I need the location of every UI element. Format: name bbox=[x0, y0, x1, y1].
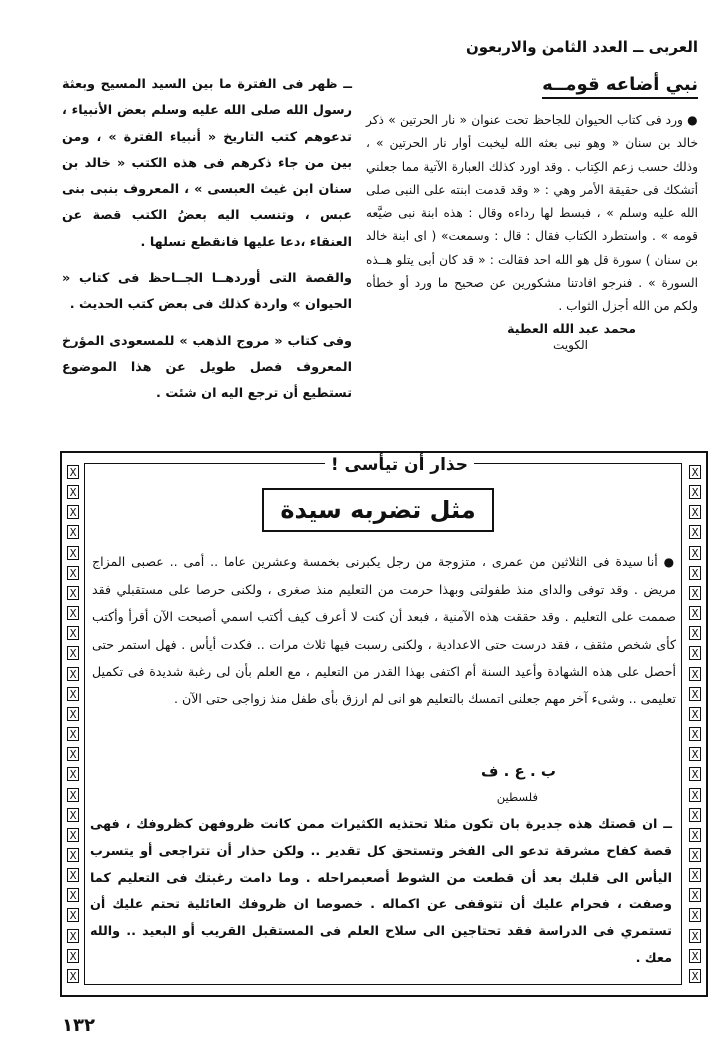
answer-paragraph-2: والقصة التى أوردهــا الجــاحظ فى كتاب « الحيوان » واردة كذلك فى بعض كتب الحديث . bbox=[62, 271, 352, 313]
question-location: الكويت bbox=[553, 337, 588, 352]
question-article bbox=[366, 74, 698, 352]
decorative-border-left: X X X X X X X X X X X X X X X X X X X X X X X X X X bbox=[64, 465, 82, 983]
question-body bbox=[366, 109, 698, 319]
boxed-kicker: حذار أن تيأسى ! bbox=[325, 455, 474, 475]
boxed-title-frame bbox=[262, 488, 494, 532]
page-number: ١٣٢ bbox=[62, 1015, 95, 1036]
boxed-title: مثل تضربه سيدة bbox=[280, 496, 476, 524]
answer-paragraph-3: وفى كتاب « مروج الذهب » للمسعودى المؤرخ المعروف فصل طويل عن هذا الموضوع تستطيع أن ترجع اليه ان شئت . bbox=[62, 333, 352, 402]
bullet-icon: ● bbox=[663, 555, 676, 569]
letter-body bbox=[92, 548, 676, 712]
question-text: ورد فى كتاب الحيوان للجاحظ تحت عنوان « نار الحرتين » ذكر خالد بن سنان « وهو نبى بعثه الله ليخبت أوار نار الحرتين » ، وذلك حسب زعم الكِتاب . وقد اورد كذلك العبارة الآتية مما جعلني أتشكك فى حقيقة الأمر وهي : « وقد قدمت ابنته على النبى صلى الله عليه وسلم » ، فبسط لها رداءه وقال : هذه ابنة نبى ضيَّعه قومه » . واستطرد الكتاب فقال : قال : وسمعت» ( اى ابنة خالد بن سنان ) سورة قل هو الله احد فقالت : « قد كان أبى يتلو هــذه السورة » . فنرجو افادتنا مشكورين عن صحيح ما ورد أو خطأه ولكم من الله أجزل الثواب . bbox=[366, 113, 698, 314]
letter-text: أنا سيدة فى الثلاثين من عمرى ، متزوجة من رجل يكبرنى بخمسة وعشرين عاما .. أمى .. عصبى المزاج مريض . وقد توفى والداى منذ طفولتى وبهذا حرمت من التعليم منذ صغرى ، ولكنى حرصا على مستقبلي فقد صممت على التعليم . وقد حققت هذه الآمنية ، فبعد أن كنت لا أعرف كيف أكتب اسمي أصبحت الآن أقرأ وأكتب كأى شخص مثقف ، فقد درست حتى الاعدادية ، ولكنى رسبت فيها ثلاث مرات .. فكدت أيأس . فهل استمر حتى أحصل على هذه الشهادة وأعيد السنة أم اكتفى بهذا القدر من التعليم ، مع العلم بأن لى رغبة شديدة فى تكميل تعليمى .. وشىء آخر مهم جعلنى اتمسك بالتعليم هو انى لم ارزق بأى طفل منذ زواجى حتى الآن . bbox=[92, 554, 676, 707]
running-header: العربى ــ العدد الثامن والاربعون bbox=[465, 38, 698, 56]
bullet-icon: ● bbox=[687, 113, 698, 127]
decorative-border-right: X X X X X X X X X X X X X X X X X X X X X X X X X X bbox=[686, 465, 704, 983]
letter-reply: ــ ان قصتك هذه جديرة بان تكون مثلا تحتذيه الكثيرات ممن كانت ظروفهن كظروفك ، فهى قصة كفاح مشرقة تدعو الى الفخر وتستحق كل تقدير .. ولكن حذار أن تتراجعى أو يتسرب اليأس الى قلبك بعد أن قطعت من الشوط أصعبمراحله . وما دامت رغبتك فى التعليم كما وصفت ، فحرام عليك أن تتوقفى عن اكماله . خصوصا ان ظروفك العائلية تحتم عليك أن تستمري فى الدراسة فقد تحتاجين الى سلاح العلم فى المستقبل القريب أو البعيد .. والله معك . bbox=[90, 817, 672, 966]
letter-location: فلسطين bbox=[496, 790, 538, 804]
letter-signature: ب . ع . ف bbox=[480, 762, 556, 780]
question-title: نبي أضاعه قومــه bbox=[542, 74, 698, 99]
answer-paragraph-1: ــ ظهر فى الفترة ما بين السيد المسيح وبعثة رسول الله صلى الله عليه وسلم بعض الأنبياء ، تدعوهم كتب التاريخ « أنبياء الفترة » ، ومن بين من جاء ذكرهم فى هذه الكتب « خالد بن سنان ابن غيث العبسى » ، المعروف بنبى بنى عبس ، وتنسب اليه بعضُ الكتب قصة عن العنقاء ،دعا عليها فانقطع نسلها . bbox=[62, 77, 352, 250]
question-signature: محمد عبد الله العطية bbox=[507, 320, 636, 336]
answer-column bbox=[62, 72, 352, 418]
